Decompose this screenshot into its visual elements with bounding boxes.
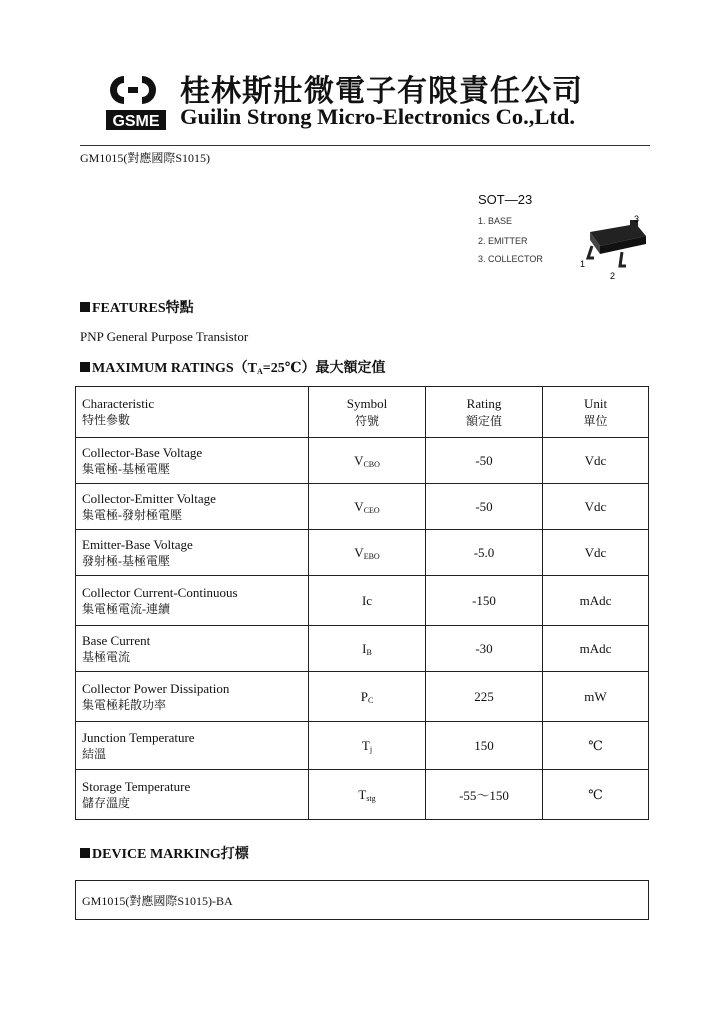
ratings-title: MAXIMUM RATINGS（T: [92, 361, 258, 376]
unit-value: Vdc: [543, 530, 649, 576]
symbol-cell: [309, 770, 426, 820]
characteristic-cn: 結溫: [82, 746, 107, 761]
symbol-cell: [309, 722, 426, 770]
unit-value: mAdc: [543, 576, 649, 626]
characteristic-cn: 集電極-基極電壓: [82, 461, 170, 476]
rating-value: 225: [426, 672, 543, 722]
company-name-chinese: 桂林斯壯微電子有限責任公司: [180, 74, 583, 109]
characteristic-cell: [76, 576, 309, 626]
sot23-package-drawing: [574, 212, 654, 282]
symbol-cell: [309, 672, 426, 722]
characteristic-cell: [76, 770, 309, 820]
maximum-ratings-table: [75, 386, 649, 820]
characteristic-cn: 儲存溫度: [82, 795, 131, 810]
gsme-logo: [104, 70, 168, 132]
header-unit-cn: 單位: [583, 413, 608, 428]
header-symbol: [309, 387, 426, 438]
pin-3-label: 3. COLLECTOR: [478, 254, 543, 264]
characteristic-cn: 集電極電流-連續: [82, 601, 170, 616]
unit-value: ℃: [543, 770, 649, 820]
rating-value: -30: [426, 626, 543, 672]
characteristic-cn: 集電極耗散功率: [82, 697, 167, 712]
table-row: [76, 722, 649, 770]
bullet-square-icon: [80, 302, 90, 312]
symbol: V: [354, 452, 364, 468]
bullet-square-icon: [80, 362, 90, 372]
symbol-subscript: C: [367, 695, 374, 705]
svg-text:GSME: GSME: [112, 113, 160, 130]
symbol-cell: [309, 626, 426, 672]
header-characteristic: [76, 387, 309, 438]
header-unit: [543, 387, 649, 438]
symbol-cell: [309, 576, 426, 626]
ratings-title-subscript: A: [257, 367, 263, 376]
marking-text: GM1015(對應國際S1015)-BA: [82, 894, 233, 908]
rating-value: -5.0: [426, 530, 543, 576]
features-heading: [80, 297, 194, 317]
table-header-row: [76, 387, 649, 438]
company-name-english: Guilin Strong Micro-Electronics Co.,Ltd.: [180, 104, 576, 129]
characteristic-en: Junction Temperature: [82, 729, 195, 745]
rating-value: -55～150: [426, 770, 543, 820]
characteristic-cell: [76, 722, 309, 770]
characteristic-en: Emitter-Base Voltage: [82, 536, 193, 552]
table-row: [76, 576, 649, 626]
characteristic-cell: [76, 626, 309, 672]
table-row: [76, 770, 649, 820]
symbol: P: [360, 688, 368, 704]
header-rating-cn: 額定值: [465, 413, 502, 428]
header-unit-en: Unit: [583, 395, 608, 411]
table-row: [76, 626, 649, 672]
rating-value: -50: [426, 438, 543, 484]
symbol-subscript: stg: [366, 793, 376, 803]
header-characteristic-cn: 特性參數: [82, 413, 131, 427]
unit-value: mAdc: [543, 626, 649, 672]
symbol: Ic: [361, 592, 373, 608]
symbol-subscript: B: [366, 647, 372, 657]
header-rating: [426, 387, 543, 438]
marking-title: DEVICE MARKING打標: [92, 847, 249, 862]
features-description: PNP General Purpose Transistor: [80, 329, 249, 344]
symbol: T: [358, 786, 367, 802]
symbol: V: [354, 544, 364, 560]
rating-value: 150: [426, 722, 543, 770]
header-symbol-en: Symbol: [346, 395, 388, 411]
characteristic-en: Collector Current-Continuous: [82, 584, 238, 600]
characteristic-cell: [76, 672, 309, 722]
features-title: FEATURES特點: [92, 301, 194, 316]
pin-number-3: 3: [634, 214, 640, 224]
header-characteristic-en: Characteristic: [82, 396, 155, 411]
rating-value: -150: [426, 576, 543, 626]
symbol-cell: [309, 484, 426, 530]
part-number: GM1015(對應國際S1015): [80, 151, 211, 165]
characteristic-en: Collector Power Dissipation: [82, 680, 230, 696]
symbol-cell: [309, 438, 426, 484]
characteristic-cn: 集電極-發射極電壓: [82, 507, 182, 522]
table-row: [76, 530, 649, 576]
package-name: SOT—23: [478, 192, 533, 207]
characteristic-cell: [76, 484, 309, 530]
header-rating-en: Rating: [466, 395, 502, 411]
characteristic-cn: 基極電流: [82, 649, 131, 664]
characteristic-en: Base Current: [82, 632, 151, 648]
pin-1-label: 1. BASE: [478, 216, 513, 226]
characteristic-en: Storage Temperature: [82, 778, 191, 794]
symbol-subscript: j: [369, 744, 373, 754]
unit-value: mW: [543, 672, 649, 722]
bullet-square-icon: [80, 848, 90, 858]
table-row: [76, 484, 649, 530]
characteristic-cell: [76, 438, 309, 484]
pin-number-1: 1: [580, 259, 586, 269]
characteristic-cn: 發射極-基極電壓: [82, 553, 170, 568]
symbol-subscript: CBO: [363, 459, 380, 469]
symbol: T: [361, 737, 370, 753]
symbol-cell: [309, 530, 426, 576]
characteristic-cell: [76, 530, 309, 576]
symbol: V: [354, 498, 364, 514]
symbol: I: [362, 640, 367, 656]
symbol-subscript: CEO: [363, 505, 380, 515]
pin-number-2: 2: [610, 271, 616, 281]
characteristic-en: Collector-Base Voltage: [82, 444, 203, 460]
symbol-subscript: EBO: [363, 551, 380, 561]
ratings-title-tail: =25℃）最大額定值: [262, 361, 386, 376]
table-row: [76, 438, 649, 484]
table-row: [76, 672, 649, 722]
header-divider: [80, 145, 650, 146]
ratings-heading: [80, 357, 386, 377]
ratings-rows: [76, 438, 649, 820]
unit-value: ℃: [543, 722, 649, 770]
header-symbol-cn: 符號: [354, 413, 379, 428]
rating-value: -50: [426, 484, 543, 530]
unit-value: Vdc: [543, 438, 649, 484]
unit-value: Vdc: [543, 484, 649, 530]
characteristic-en: Collector-Emitter Voltage: [82, 490, 216, 506]
marking-heading: [80, 843, 249, 863]
pin-2-label: 2. EMITTER: [478, 236, 528, 246]
